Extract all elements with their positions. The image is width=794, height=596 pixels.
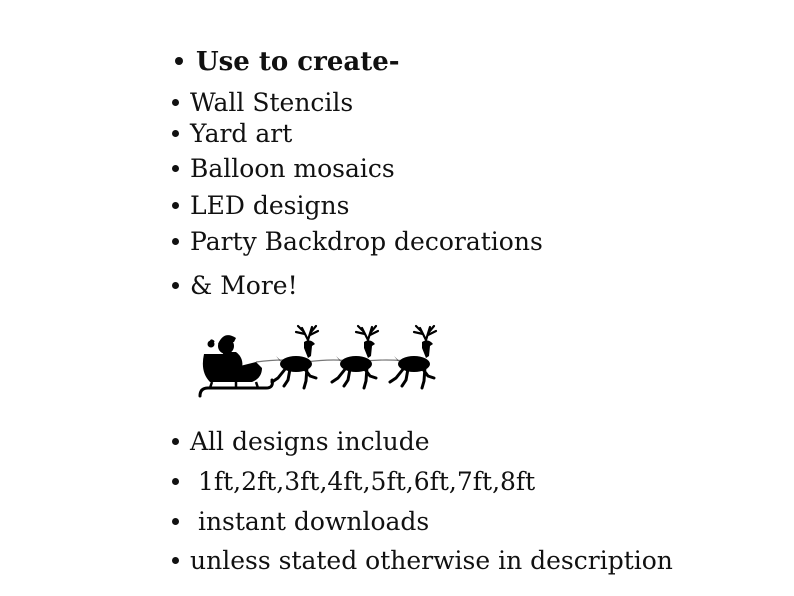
bullet-icon xyxy=(172,518,179,525)
use-item-text: LED designs xyxy=(190,191,350,220)
use-item xyxy=(172,227,543,257)
bullet-icon xyxy=(172,99,179,106)
detail-item xyxy=(172,467,535,497)
use-item xyxy=(172,191,349,221)
bullet-icon xyxy=(172,238,179,245)
use-item xyxy=(172,119,292,149)
detail-item xyxy=(172,427,430,457)
use-item-text: Wall Stencils xyxy=(190,88,354,117)
bullet-icon xyxy=(172,165,179,172)
use-item xyxy=(172,154,395,184)
detail-item xyxy=(172,546,673,576)
bullet-icon xyxy=(172,478,179,485)
bullet-icon xyxy=(172,438,179,445)
use-item-text: Balloon mosaics xyxy=(190,154,395,183)
sleigh-reindeer-illustration xyxy=(196,322,446,404)
use-item-text: & More! xyxy=(190,271,298,300)
detail-item-text: instant downloads xyxy=(190,507,430,536)
santa-sleigh-icon xyxy=(196,322,446,404)
use-item xyxy=(172,271,298,301)
detail-item-text: 1ft,2ft,3ft,4ft,5ft,6ft,7ft,8ft xyxy=(190,467,536,496)
detail-item-text: unless stated otherwise in description xyxy=(190,546,673,575)
detail-item xyxy=(172,507,429,537)
detail-item-text: All designs include xyxy=(190,427,430,456)
use-item-text: Yard art xyxy=(190,119,293,148)
use-item xyxy=(172,88,353,118)
bullet-icon xyxy=(172,202,179,209)
bullet-icon xyxy=(172,557,179,564)
heading-text: Use to create- xyxy=(196,47,400,77)
create-heading xyxy=(175,47,400,77)
use-item-text: Party Backdrop decorations xyxy=(190,227,543,256)
bullet-icon xyxy=(172,130,179,137)
bullet-icon xyxy=(172,282,179,289)
bullet-icon xyxy=(175,57,183,65)
